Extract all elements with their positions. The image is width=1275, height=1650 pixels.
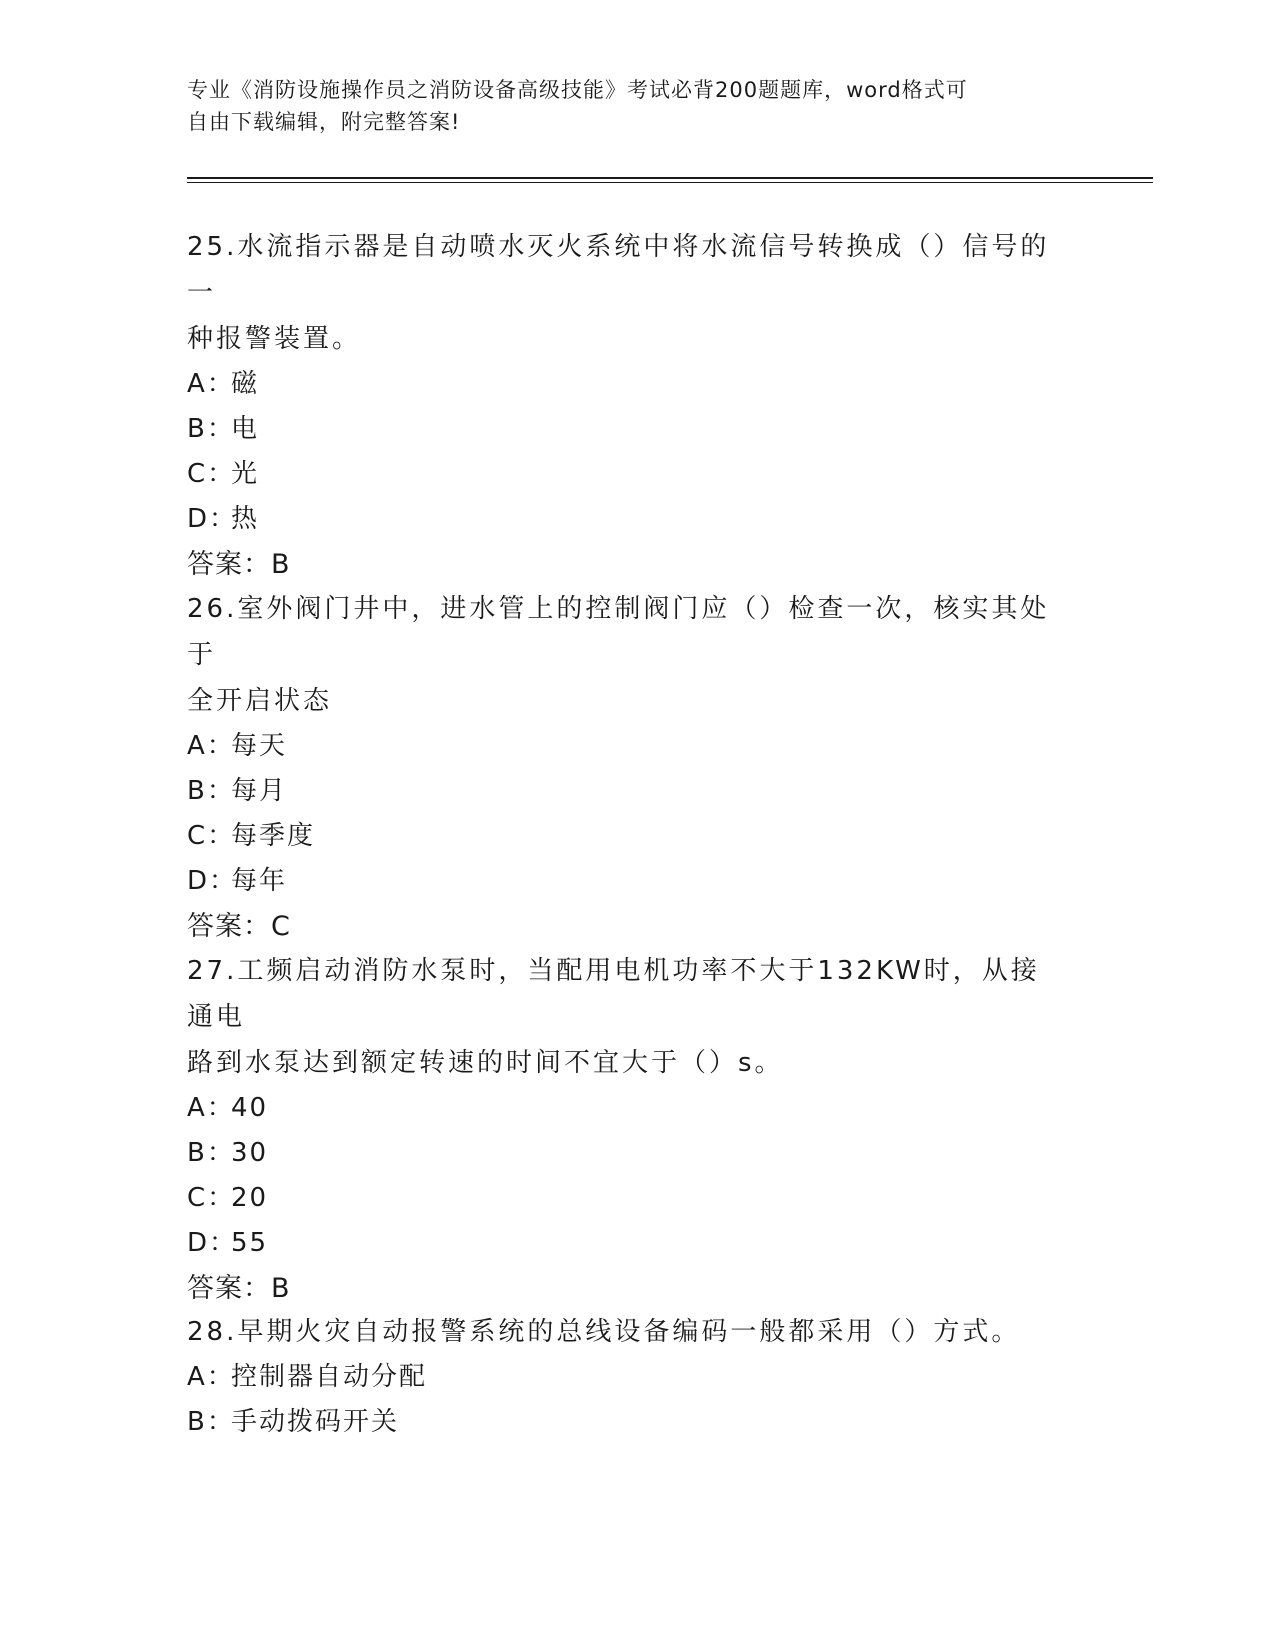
option-text: 每月	[231, 776, 288, 806]
question-stem	[187, 948, 1067, 1086]
question-stem-line-1: 28.早期火灾自动报警系统的总线设备编码一般都采用（）方式。	[187, 1317, 1021, 1347]
question-stem	[187, 1309, 1067, 1355]
option-key: B：	[187, 776, 235, 806]
option-b	[187, 407, 1087, 452]
answer: 答案：C	[187, 911, 291, 942]
option-text: 55	[231, 1228, 269, 1258]
question-stem-line-1: 27.工频启动消防水泵时，当配用电机功率不大于132KW时，从接通电	[187, 956, 1040, 1032]
option-text: 磁	[231, 369, 260, 399]
answer: 答案：B	[187, 1273, 291, 1304]
option-text: 20	[231, 1183, 269, 1213]
question-stem	[187, 586, 1067, 724]
option-d	[187, 859, 1087, 904]
option-key: B：	[187, 414, 235, 444]
question-stem	[187, 224, 1067, 362]
page-header	[187, 74, 1067, 138]
option-text: 手动拨码开关	[231, 1407, 400, 1437]
header-divider-thick	[187, 177, 1153, 179]
question-stem-line-1: 25.水流指示器是自动喷水灭火系统中将水流信号转换成（）信号的一	[187, 232, 1050, 308]
option-b	[187, 1400, 1087, 1445]
question-27	[187, 948, 1087, 1312]
question-stem-line-2: 种报警装置。	[187, 324, 362, 354]
option-key: B：	[187, 1407, 235, 1437]
question-stem-line-1: 26.室外阀门井中，进水管上的控制阀门应（）检查一次，核实其处于	[187, 594, 1050, 670]
option-text: 每天	[231, 731, 288, 761]
option-c	[187, 1176, 1087, 1221]
question-stem-line-2: 路到水泵达到额定转速的时间不宜大于（）s。	[187, 1048, 784, 1078]
question-26	[187, 586, 1087, 950]
option-text: 30	[231, 1138, 269, 1168]
option-d	[187, 497, 1087, 542]
header-divider-thin	[187, 182, 1153, 183]
option-b	[187, 769, 1087, 814]
option-b	[187, 1131, 1087, 1176]
header-line-2: 自由下载编辑，附完整答案!	[187, 110, 461, 134]
option-key: A：	[187, 731, 235, 761]
option-text: 控制器自动分配	[231, 1362, 428, 1392]
option-text: 40	[231, 1093, 269, 1123]
option-key: D：	[187, 504, 238, 534]
option-c	[187, 452, 1087, 497]
answer: 答案：B	[187, 549, 291, 580]
option-c	[187, 814, 1087, 859]
option-key: B：	[187, 1138, 235, 1168]
option-key: C：	[187, 459, 236, 489]
question-28	[187, 1309, 1087, 1445]
option-text: 热	[231, 504, 260, 534]
option-key: A：	[187, 1362, 235, 1392]
option-key: A：	[187, 369, 235, 399]
option-key: A：	[187, 1093, 235, 1123]
option-text: 每季度	[231, 821, 316, 851]
option-text: 电	[231, 414, 260, 444]
question-25	[187, 224, 1087, 588]
option-key: D：	[187, 1228, 238, 1258]
option-a	[187, 1355, 1087, 1400]
option-text: 每年	[231, 866, 288, 896]
question-stem-line-2: 全开启状态	[187, 686, 333, 716]
option-a	[187, 724, 1087, 769]
option-key: C：	[187, 821, 236, 851]
option-a	[187, 362, 1087, 407]
option-key: D：	[187, 866, 238, 896]
option-key: C：	[187, 1183, 236, 1213]
option-a	[187, 1086, 1087, 1131]
option-d	[187, 1221, 1087, 1266]
option-text: 光	[231, 459, 260, 489]
header-line-1: 专业《消防设施操作员之消防设备高级技能》考试必背200题题库，word格式可	[187, 78, 968, 102]
